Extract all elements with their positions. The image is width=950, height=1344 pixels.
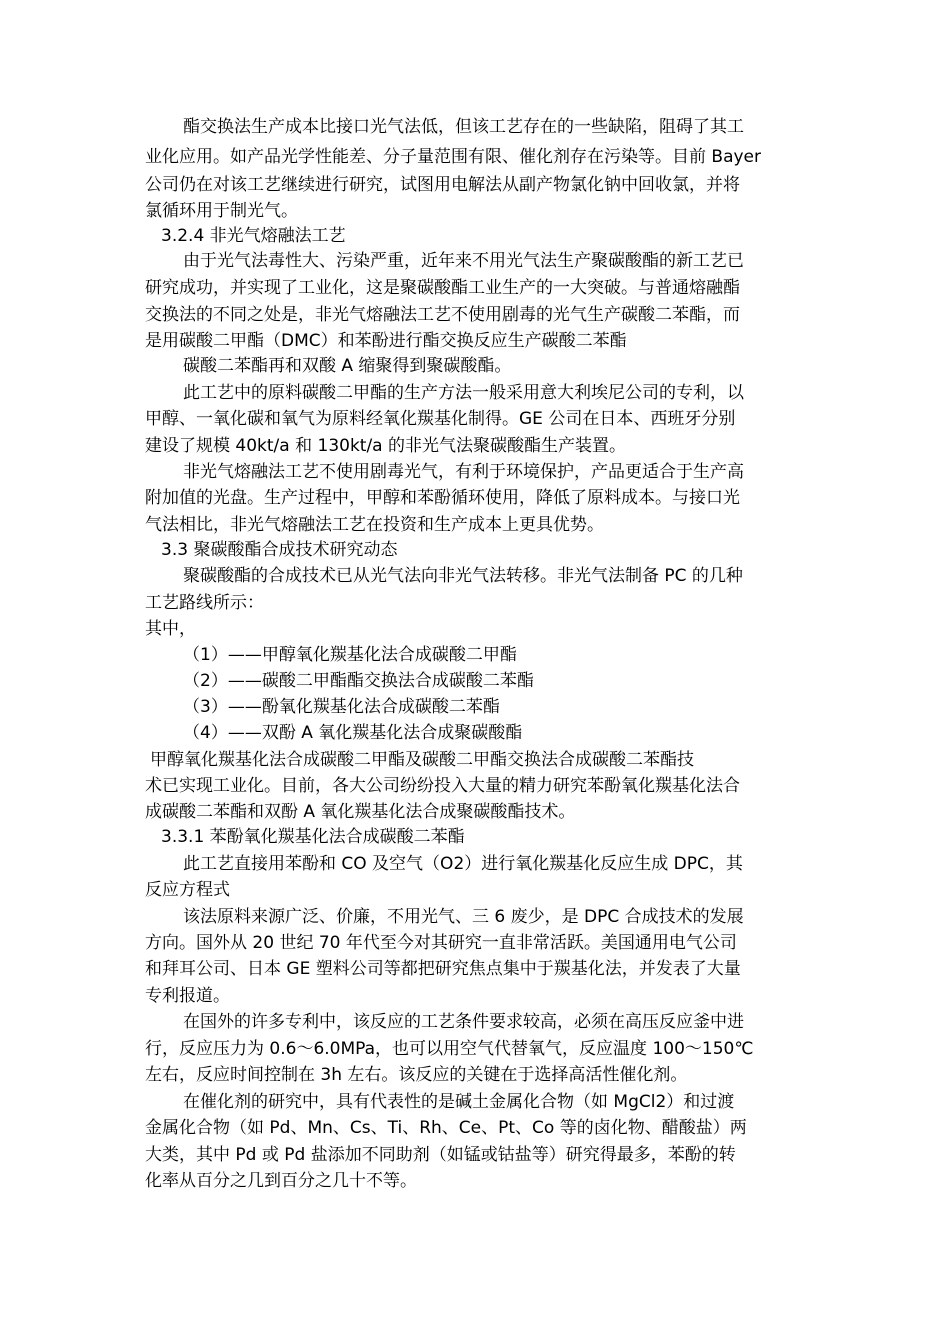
paragraph-line: 方向。国外从 20 世纪 70 年代至今对其研究一直非常活跃。美国通用电气公司 — [145, 933, 737, 953]
paragraph-line: 专利报道。 — [145, 986, 230, 1006]
paragraph-line: 左右，反应时间控制在 3h 左右。该反应的关键在于选择高活性催化剂。 — [145, 1065, 688, 1085]
paragraph-line: 和拜耳公司、日本 GE 塑料公司等都把研究焦点集中于羰基化法，并发表了大量 — [145, 959, 741, 979]
paragraph-line: 大类，其中 Pd 或 Pd 盐添加不同助剂（如锰或钴盐等）研究得最多，苯酚的转 — [145, 1145, 736, 1165]
paragraph-line: 甲醇、一氧化碳和氧气为原料经氧化羰基化制得。GE 公司在日本、西班牙分别 — [145, 409, 736, 429]
paragraph-line: 其中， — [145, 619, 196, 639]
paragraph-line: 研究成功，并实现了工业化，这是聚碳酸酯工业生产的一大突破。与普通熔融酯 — [145, 278, 740, 298]
paragraph-line: 交换法的不同之处是，非光气熔融法工艺不使用剧毒的光气生产碳酸二苯酯，而 — [145, 305, 740, 325]
paragraph-line: 甲醇氧化羰基化法合成碳酸二甲酯及碳酸二甲酯交换法合成碳酸二苯酯技 — [150, 750, 694, 770]
paragraph-line: 术已实现工业化。目前，各大公司纷纷投入大量的精力研究苯酚氧化羰基化法合 — [145, 776, 740, 796]
paragraph-line: 化率从百分之几到百分之几十不等。 — [145, 1171, 417, 1191]
paragraph-line: 酯交换法生产成本比接口光气法低，但该工艺存在的一些缺陷，阻碍了其工 — [183, 117, 744, 137]
section-heading: 3.3 聚碳酸酯合成技术研究动态 — [161, 540, 398, 560]
paragraph-line: 公司仍在对该工艺继续进行研究，试图用电解法从副产物氯化钠中回收氯，并将 — [145, 175, 740, 195]
paragraph-line: 该法原料来源广泛、价廉，不用光气、三 6 废少，是 DPC 合成技术的发展 — [183, 907, 744, 927]
section-heading: 3.3.1 苯酚氧化羰基化法合成碳酸二苯酯 — [161, 827, 465, 847]
paragraph-line: 附加值的光盘。生产过程中，甲醇和苯酚循环使用，降低了原料成本。与接口光 — [145, 488, 740, 508]
list-item: （3）——酚氧化羰基化法合成碳酸二苯酯 — [183, 697, 500, 717]
paragraph-line: 成碳酸二苯酯和双酚 A 氧化羰基化法合成聚碳酸酯技术。 — [145, 802, 576, 822]
list-item: （2）——碳酸二甲酯酯交换法合成碳酸二苯酯 — [183, 671, 534, 691]
list-item: （4）——双酚 A 氧化羰基化法合成聚碳酸酯 — [183, 723, 523, 743]
list-item: （1）——甲醇氧化羰基化法合成碳酸二甲酯 — [183, 645, 517, 665]
paragraph-line: 气法相比，非光气熔融法工艺在投资和生产成本上更具优势。 — [145, 515, 604, 535]
paragraph-line: 行，反应压力为 0.6～6.0MPa，也可以用空气代替氧气，反应温度 100～150℃ — [145, 1039, 754, 1059]
paragraph-line: 在催化剂的研究中，具有代表性的是碱土金属化合物（如 MgCl2）和过渡 — [183, 1092, 735, 1112]
section-heading: 3.2.4 非光气熔融法工艺 — [161, 226, 346, 246]
paragraph-line: 是用碳酸二甲酯（DMC）和苯酚进行酯交换反应生产碳酸二苯酯 — [145, 331, 627, 351]
paragraph-line: 氯循环用于制光气。 — [145, 201, 298, 221]
paragraph-line: 在国外的许多专利中，该反应的工艺条件要求较高，必须在高压反应釜中进 — [183, 1012, 744, 1032]
paragraph-line: 业化应用。如产品光学性能差、分子量范围有限、催化剂存在污染等。目前 Bayer — [145, 147, 761, 167]
paragraph-line: 反应方程式 — [145, 880, 230, 900]
paragraph-line: 此工艺直接用苯酚和 CO 及空气（O2）进行氧化羰基化反应生成 DPC，其 — [183, 854, 743, 874]
paragraph-line: 聚碳酸酯的合成技术已从光气法向非光气法转移。非光气法制备 PC 的几种 — [183, 566, 743, 586]
paragraph-line: 金属化合物（如 Pd、Mn、Cs、Ti、Rh、Ce、Pt、Co 等的卤化物、醋酸盐）两 — [145, 1118, 747, 1138]
paragraph-line: 非光气熔融法工艺不使用剧毒光气，有利于环境保护，产品更适合于生产高 — [183, 462, 744, 482]
paragraph-line: 工艺路线所示： — [145, 593, 264, 613]
paragraph-line: 碳酸二苯酯再和双酸 A 缩聚得到聚碳酸酯。 — [183, 356, 512, 376]
paragraph-line: 此工艺中的原料碳酸二甲酯的生产方法一般采用意大利埃尼公司的专利，以 — [183, 383, 744, 403]
paragraph-line: 由于光气法毒性大、污染严重，近年来不用光气法生产聚碳酸酯的新工艺已 — [183, 251, 744, 271]
paragraph-line: 建设了规模 40kt/a 和 130kt/a 的非光气法聚碳酸酯生产装置。 — [145, 436, 627, 456]
